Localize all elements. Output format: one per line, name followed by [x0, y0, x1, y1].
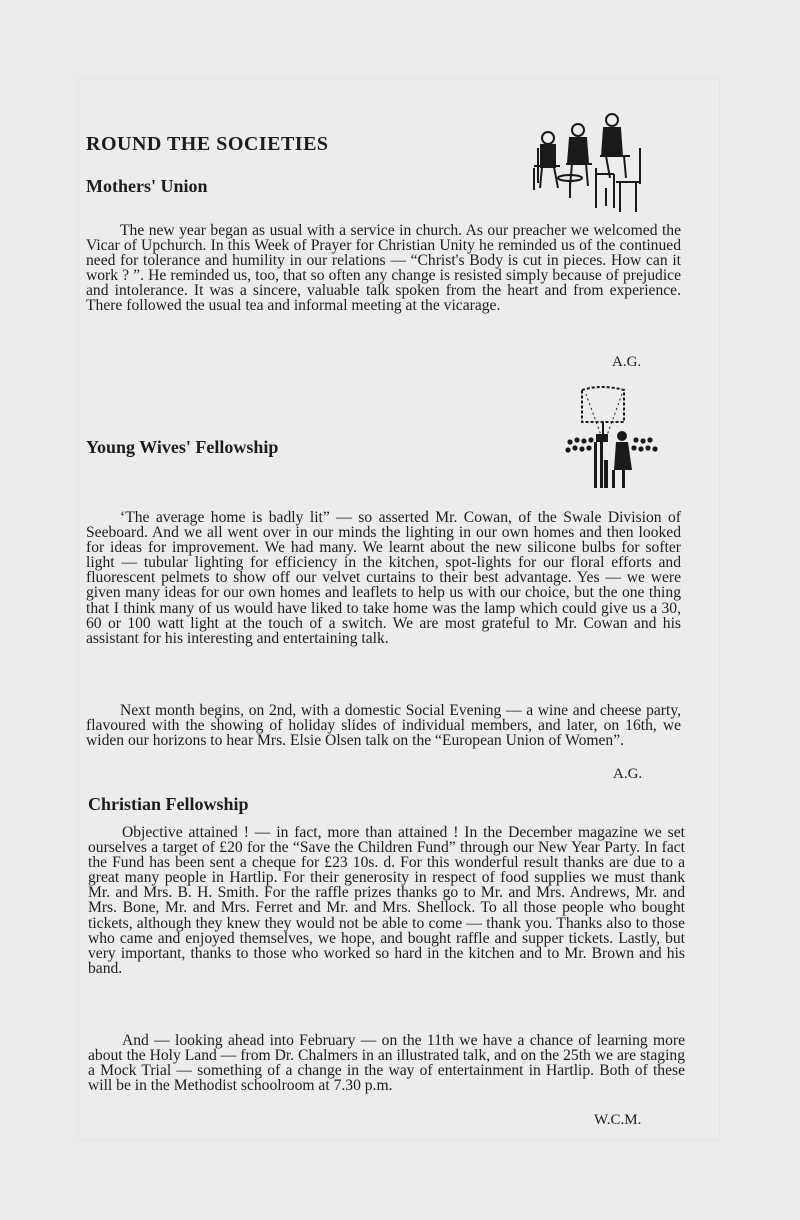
section-heading-mothers-union: Mothers' Union: [86, 176, 208, 196]
christian-fellowship-paragraph-1: Objective attained ! — in fact, more than attained ! In the December magazine we set ourselves a target of £20 for the “Save the Children Fund” through our New Year Party. In fact the Fund has been sent a cheque for £23 10s. d. For this wonderful result thanks are due to a great many people in Hartlip. For their generosity in respect of food supplies we must thank Mr. and Mrs. B. H. Smith. For the raffle prizes thanks go to Mr. and Mrs. Andrews, Mr. and Mrs. Bone, Mr. and Mrs. Ferret and Mr. and Mrs. Shellock. To all those people who bought tickets, although they knew they would not be able to come — thank you. Thanks also to those who came and enjoyed themselves, we hope, and bought raffle and supper tickets. Lastly, but very important, thanks to those who worked so hard in the kitchen and to Mr. Brown and his band.: [88, 824, 685, 977]
section-heading-young-wives-fellowship: Young Wives' Fellowship: [86, 437, 279, 457]
mothers-union-paragraph: The new year began as usual with a service in church. As our preacher we welcomed the Vicar of Upchurch. In this Week of Prayer for Christian Unity he reminded us of the continued need for tolerance and humility in our relations — “Christ's Body is cut in pieces. How can it work ? ”. He reminded us, too, that so often any change is resisted simply because of prejudice and intolerance. It was a sincere, valuable talk spoken from the heart and from experience. There followed the usual tea and informal meeting at the vicarage.: [86, 222, 681, 315]
young-wives-signature: A.G.: [613, 766, 643, 782]
slideshow-illustration: [560, 380, 665, 492]
christian-fellowship-paragraph-2: And — looking ahead into February — on the 11th we have a chance of learning more about the Holy Land — from Dr. Chalmers in an illustrated talk, and on the 25th we are staging a Mock Trial — something of a change in the way of entertainment in Hartlip. Both of these will be in the Methodist schoolroom at 7.30 p.m.: [88, 1032, 685, 1095]
christian-fellowship-signature: W.C.M.: [594, 1112, 642, 1128]
young-wives-paragraph-2: Next month begins, on 2nd, with a domestic Social Evening — a wine and cheese party, flavoured with the showing of holiday slides of individual members, and later, on 16th, we widen our horizons to hear Mrs. Elsie Olsen talk on the “European Union of Women”.: [86, 702, 681, 750]
page-title: ROUND THE SOCIETIES: [86, 133, 329, 155]
young-wives-paragraph-1: ‘The average home is badly lit” — so asserted Mr. Cowan, of the Swale Division of Seeboard. And we all went over in our minds the lighting in our own homes and then looked for ideas for improvement. We had many. We learnt about the new silicone bulbs for softer light — tubular lighting for efficiency in the kitchen, spot-lights for our floral efforts and fluorescent pelmets to show off our velvet curtains to their best advantage. Yes — we were given many ideas for our own homes and leaflets to help us with our choice, but the one thing that I think many of us would have liked to take home was the lamp which could give us a 30, 60 or 100 watt light at the touch of a switch. We are most grateful to Mr. Cowan and his assistant for his interesting and entertaining talk.: [86, 509, 681, 647]
section-heading-christian-fellowship: Christian Fellowship: [88, 794, 249, 814]
mothers-union-signature: A.G.: [612, 354, 642, 370]
meeting-illustration: [530, 108, 645, 216]
